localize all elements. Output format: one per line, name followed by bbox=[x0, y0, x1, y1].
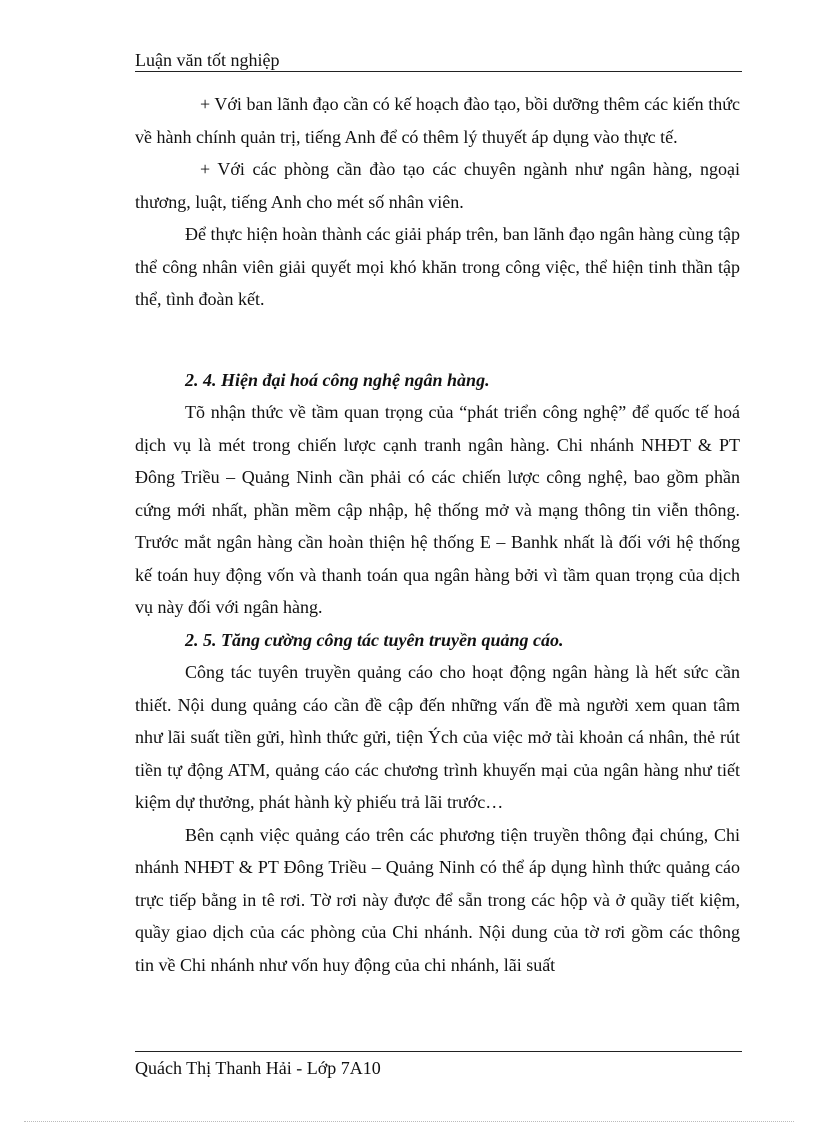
section-2-5-paragraph-1: Công tác tuyên truyền quảng cáo cho hoạt động ngân hàng là hết sức cần thiết. Nội dung quảng cáo cần đề cập đến những vấn đề mà người xem quan tâm như lãi suất tiền gửi, hình thức gửi, tiện Ých của việc mở tài khoản cá nhân, thẻ rút tiền tự động ATM, quảng cáo các chương trình khuyến mại của ngân hàng như tiết kiệm dự thưởng, phát hành kỳ phiếu trả lãi trước… bbox=[135, 662, 740, 812]
footer-divider bbox=[135, 1051, 742, 1052]
page-bottom-edge bbox=[24, 1121, 794, 1122]
header-divider bbox=[135, 71, 742, 72]
document-body bbox=[135, 88, 740, 981]
paragraph-implementation: Để thực hiện hoàn thành các giải pháp trên, ban lãnh đạo ngân hàng cùng tập thể công nhân viên giải quyết mọi khó khăn trong công việc, thể hiện tinh thần tập thể, tình đoàn kết. bbox=[135, 224, 740, 309]
section-spacer bbox=[135, 316, 740, 364]
bullet-department-training: + Với các phòng cần đào tạo các chuyên ngành như ngân hàng, ngoại thương, luật, tiếng Anh cho mét số nhân viên. bbox=[135, 159, 740, 212]
section-heading-2-5: 2. 5. Tăng cường công tác tuyên truyền quảng cáo. bbox=[185, 629, 564, 650]
section-2-4-paragraph: Tõ nhận thức về tầm quan trọng của “phát triển công nghệ” để quốc tế hoá dịch vụ là mét trong chiến lược cạnh tranh ngân hàng. Chi nhánh NHĐT & PT Đông Triều – Quảng Ninh cần phải có các chiến lược công nghệ, bao gồm phần cứng mới nhất, phần mềm cập nhập, hệ thống mở và mạng thông tin viễn thông. Trước mắt ngân hàng cần hoàn thiện hệ thống E – Banhk nhất là đối với hệ thống kế toán huy động vốn và thanh toán qua ngân hàng bởi vì tầm quan trọng của dịch vụ này đối với ngân hàng. bbox=[135, 402, 740, 617]
page-header-title: Luận văn tốt nghiệp bbox=[135, 50, 280, 70]
section-heading-2-4: 2. 4. Hiện đại hoá công nghệ ngân hàng. bbox=[185, 369, 490, 390]
page-footer-author: Quách Thị Thanh Hải - Lớp 7A10 bbox=[135, 1058, 381, 1078]
bullet-leadership-training: + Với ban lãnh đạo cần có kế hoạch đào tạo, bồi dưỡng thêm các kiến thức về hành chính quản trị, tiếng Anh để có thêm lý thuyết áp dụng vào thực tế. bbox=[135, 94, 740, 147]
section-2-5-paragraph-2: Bên cạnh việc quảng cáo trên các phương tiện truyền thông đại chúng, Chi nhánh NHĐT & PT Đông Triều – Quảng Ninh có thể áp dụng hình thức quảng cáo trực tiếp bằng in tê rơi. Tờ rơi này được để sẵn trong các hộp và ở quầy tiết kiệm, quầy giao dịch của các phòng của Chi nhánh. Nội dung của tờ rơi gồm các thông tin về Chi nhánh như vốn huy động của chi nhánh, lãi suất bbox=[135, 824, 740, 975]
